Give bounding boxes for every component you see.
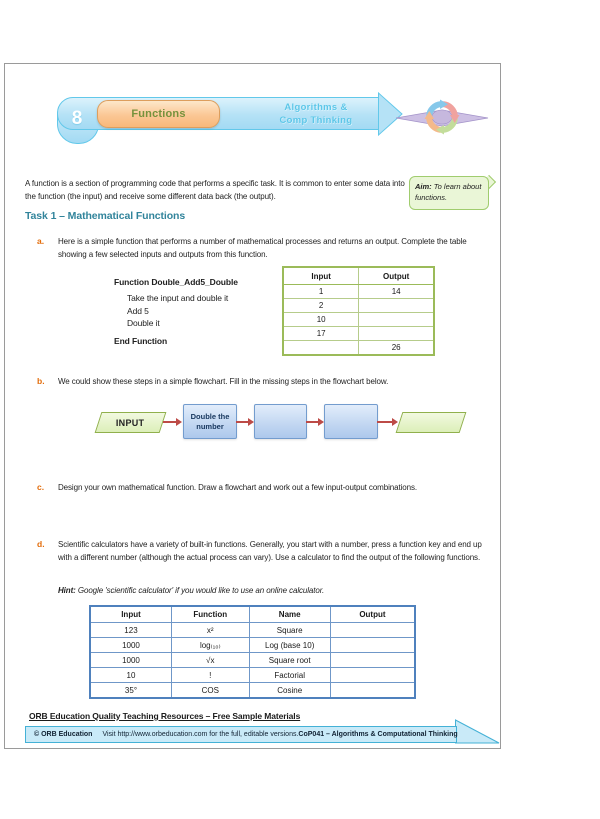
cell-function: ! xyxy=(171,668,249,683)
col-header-function: Function xyxy=(171,606,249,623)
cell-input: 2 xyxy=(283,299,359,313)
footer-visit-text: Visit http://www.orbeducation.com for the full, editable versions. xyxy=(102,731,299,738)
table-header-row xyxy=(283,267,434,285)
cell-input xyxy=(283,341,359,356)
col-header-input: Input xyxy=(283,267,359,285)
hint-label: Hint: xyxy=(58,586,76,595)
cell-name: Square xyxy=(249,623,330,638)
table-header-row xyxy=(90,606,415,623)
flowchart-input-label: INPUT xyxy=(116,417,145,428)
table-row xyxy=(90,653,415,668)
flowchart-step2-box xyxy=(254,404,307,439)
flowchart-input-shape xyxy=(95,412,167,433)
item-a-letter: a. xyxy=(37,236,45,246)
orb-cycle-logo-icon xyxy=(394,89,490,147)
series-line2: Comp Thinking xyxy=(279,115,353,126)
function-step3: Double it xyxy=(127,318,160,328)
cell-input: 1000 xyxy=(90,653,171,668)
footer-heading: ORB Education Quality Teaching Resources – Free Sample Materials xyxy=(29,711,301,721)
item-b-letter: b. xyxy=(37,376,45,386)
item-c-text: Design your own mathematical function. Draw a flowchart and work out a few input-output combinations. xyxy=(58,483,417,492)
intro-paragraph: A function is a section of programming code that performs a specific task. It is common to enter some data into the function (the input) and receive some different data back (the output). xyxy=(25,179,405,201)
cell-name: Square root xyxy=(249,653,330,668)
table-row xyxy=(283,327,434,341)
footer-arrow-icon xyxy=(455,719,501,744)
page-number: 8 xyxy=(71,108,83,129)
cell-function: √x xyxy=(171,653,249,668)
table-row xyxy=(283,285,434,299)
cell-output xyxy=(330,623,415,638)
cell-output xyxy=(330,683,415,699)
hint-body: Google 'scientific calculator' if you would like to use an online calculator. xyxy=(75,586,325,595)
cell-function: log₍₁₀₎ xyxy=(171,638,249,653)
col-header-name: Name xyxy=(249,606,330,623)
col-header-output: Output xyxy=(330,606,415,623)
cell-input: 17 xyxy=(283,327,359,341)
cell-output xyxy=(359,299,434,313)
table-row xyxy=(283,313,434,327)
function-step1: Take the input and double it xyxy=(127,293,229,303)
table-row xyxy=(90,638,415,653)
aim-label: Aim: xyxy=(415,182,432,191)
table-row xyxy=(283,341,434,356)
cell-input: 35° xyxy=(90,683,171,699)
function-step2: Add 5 xyxy=(127,306,149,316)
function-title: Function Double_Add5_Double xyxy=(114,277,238,287)
footer-resource-code: CoP041 – Algorithms & Computational Thinking xyxy=(298,731,458,738)
cell-output xyxy=(330,638,415,653)
flowchart-output-shape xyxy=(396,412,467,433)
cell-output: 26 xyxy=(359,341,434,356)
col-header-input: Input xyxy=(90,606,171,623)
cell-output xyxy=(359,327,434,341)
page-title: Functions xyxy=(131,108,186,120)
cell-name: Log (base 10) xyxy=(249,638,330,653)
input-output-table xyxy=(282,266,435,356)
cell-output xyxy=(359,313,434,327)
cell-input: 10 xyxy=(90,668,171,683)
table-row xyxy=(90,668,415,683)
cell-input: 1 xyxy=(283,285,359,299)
item-c-letter: c. xyxy=(37,482,45,492)
flowchart-step1-label: Double the number xyxy=(190,412,230,431)
flowchart-step3-box xyxy=(324,404,378,439)
table-row xyxy=(90,683,415,699)
item-a-text: Here is a simple function that performs a number of mathematical processes and returns an output. Complete the table showing a few selected inputs and outputs from this function. xyxy=(58,237,467,259)
calculator-functions-table xyxy=(89,605,416,699)
table-row xyxy=(90,623,415,638)
footer-bar xyxy=(25,726,457,743)
item-d-letter: d. xyxy=(37,539,45,549)
function-end: End Function xyxy=(114,336,168,346)
col-header-output: Output xyxy=(359,267,434,285)
flowchart-step1-box xyxy=(183,404,237,439)
cell-function: COS xyxy=(171,683,249,699)
cell-output xyxy=(330,668,415,683)
cell-name: Factorial xyxy=(249,668,330,683)
aim-text: To learn about functions. xyxy=(415,182,482,202)
hint-text xyxy=(58,586,482,595)
flow-arrow-head xyxy=(176,418,182,426)
title-button xyxy=(97,100,220,128)
cell-output xyxy=(330,653,415,668)
cell-function: x² xyxy=(171,623,249,638)
aim-callout xyxy=(409,176,489,210)
item-d-text: Scientific calculators have a variety of built-in functions. Generally, you start with a number, press a function key and end up with a different number (although the actual process can vary). Use a calculator to find the output of the following functions. xyxy=(58,540,482,562)
worksheet-page xyxy=(4,63,501,749)
table-row xyxy=(283,299,434,313)
task1-heading: Task 1 – Mathematical Functions xyxy=(25,210,186,222)
cell-name: Cosine xyxy=(249,683,330,699)
cell-input: 1000 xyxy=(90,638,171,653)
series-title xyxy=(253,101,379,127)
series-line1: Algorithms & xyxy=(284,102,348,113)
footer-copyright: © ORB Education xyxy=(34,731,93,738)
cell-output: 14 xyxy=(359,285,434,299)
cell-input: 123 xyxy=(90,623,171,638)
cell-input: 10 xyxy=(283,313,359,327)
item-b-text: We could show these steps in a simple flowchart. Fill in the missing steps in the flowchart below. xyxy=(58,377,389,386)
